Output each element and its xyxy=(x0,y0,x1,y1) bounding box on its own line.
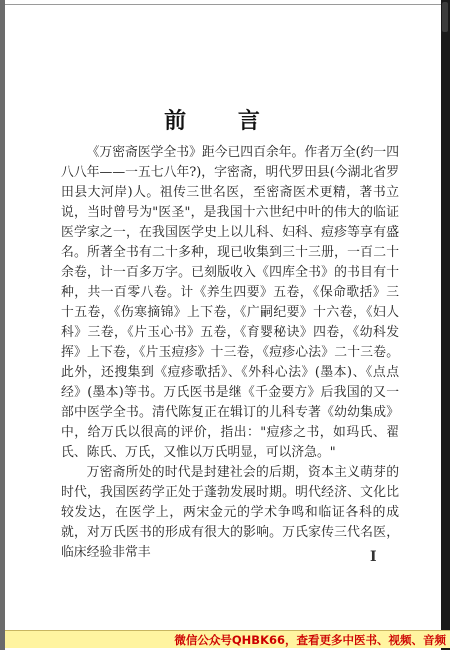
promo-banner: 微信公众号QHBK66，查看更多中医书、视频、音频 xyxy=(5,630,450,648)
paragraph-2: 万密斋所处的时代是封建社会的后期，资本主义萌芽的时代，我国医药学正处于蓬勃发展时期。明代经济、文化比较发达，在医学上，两宋金元的学术争鸣和临证各科的成就，对万氏医书的形成有很大的影响。万氏家传三代名医，临床经验非常丰 xyxy=(61,465,399,560)
page-top-divider xyxy=(5,4,441,5)
page-number: I xyxy=(370,549,377,565)
vertical-scrollbar[interactable] xyxy=(441,0,450,650)
page-title: 前 言 xyxy=(164,108,282,134)
document-page xyxy=(5,0,441,650)
paragraph-1: 《万密斋医学全书》距今已四百余年。作者万全(约一四八八年——一五七八年?)，字密斋，明代罗田县(今湖北省罗田县大河岸)人。祖传三世名医，至密斋医术更精，著书立说，当时曾号为"医圣"，是我国十六世纪中叶的伟大的临证医学家之一，在我国医学史上以儿科、妇科、痘疹等享有盛名。所著全书有二十多种，现已收集到三十三册，一百二十余卷，计一百多万字。已刻版收入《四库全书》的书目有十种，共一百零八卷。计《养生四要》五卷，《保命歌括》三十五卷，《伤寒摘锦》上下卷，《广嗣纪要》十六卷，《妇人科》三卷，《片玉心书》五卷，《育婴秘诀》四卷，《幼科发挥》上下卷，《片玉痘疹》十三卷，《痘疹心法》二十三卷。此外，还搜集到《痘疹歌括》、《外科心法》(墨本)、《点点经》(墨本)等书。万氏医书是继《千金要方》后我国的又一部中医学全书。清代陈复正在辑订的儿科专著《幼幼集成》中，给万氏以很高的评价，指出："痘疹之书，如玛氏、翟氏、陈氏、万氏，又惟以万氏明显，可以济急。" xyxy=(61,145,399,460)
preface-body xyxy=(61,143,399,563)
scrollbar-thumb[interactable] xyxy=(442,2,448,32)
